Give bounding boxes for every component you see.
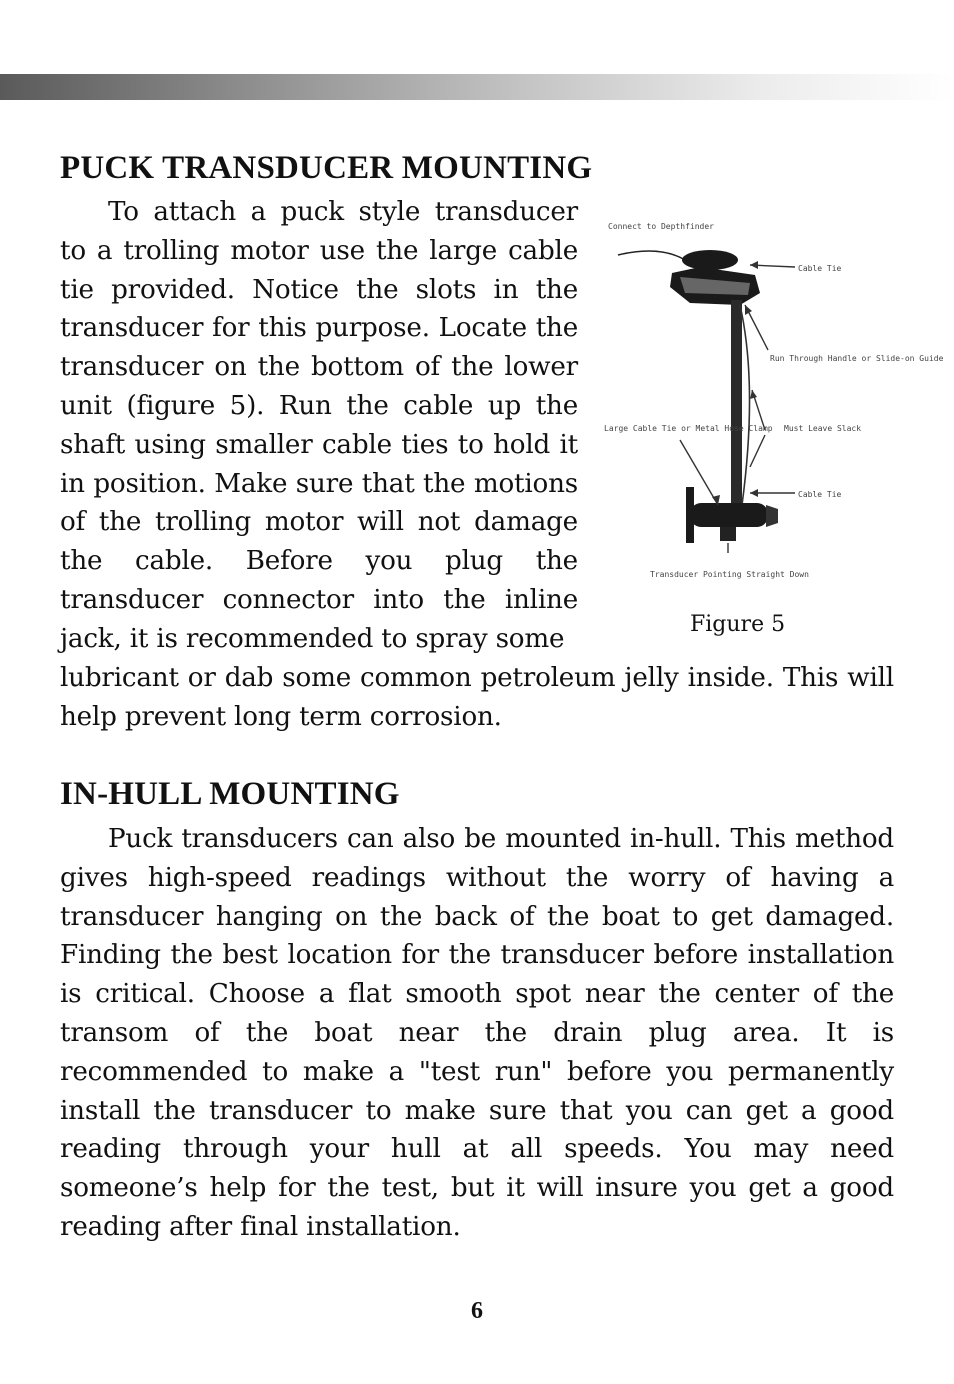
label-run-through: Run Through Handle or Slide-on Guide (770, 354, 944, 363)
section-title-puck-transducer-mounting: PUCK TRANSDUCER MOUNTING (60, 150, 593, 186)
label-large-tie: Large Cable Tie or Metal Hose Clamp (604, 424, 773, 433)
puck-mounting-paragraph-continued: lubricant or dab some common petroleum jelly inside. This will help prevent long term corrosion. (60, 663, 894, 732)
label-cable-tie-bottom: Cable Tie (798, 490, 842, 499)
section-title-in-hull-mounting: IN-HULL MOUNTING (60, 776, 400, 812)
label-pointing: Transducer Pointing Straight Down (650, 570, 809, 579)
in-hull-mounting-paragraph (60, 820, 894, 1247)
header-gradient-bar (0, 74, 954, 100)
label-connect: Connect to Depthfinder (608, 222, 714, 231)
puck-mounting-paragraph (60, 193, 578, 659)
page-number: 6 (471, 1298, 483, 1324)
label-must-leave-slack: Must Leave Slack (784, 424, 862, 433)
in-hull-mounting-text: Puck transducers can also be mounted in-hull. This method gives high-speed readings without the worry of having a transducer hanging on the back of the boat to get damaged. Finding the best location for the transducer before installation is critical. Choose a flat smooth spot near the center of the transom of the boat near the drain plug area. It is recommended to make a "test run" before you permanently install the transducer to make sure that you can get a good reading through your hull at all speeds. You may need someone’s help for the test, but it will insure you get a good reading after final installation. (60, 824, 894, 1242)
figure-caption: Figure 5 (690, 612, 786, 637)
trolling-motor-figure (590, 205, 944, 605)
puck-mounting-text: To attach a puck style transducer to a trolling motor use the large cable tie provided. Notice the slots in the transducer for this purpose. Locate the transducer on the bottom of the lower unit (figure 5). Run the cable up the shaft using smaller cable ties to hold it in position. Make sure that the motions of the trolling motor will not damage the cable. Before you plug the transducer connector into the inline jack, it is recommended to spray some (60, 197, 578, 654)
trolling-motor-diagram (590, 205, 944, 605)
label-cable-tie-top: Cable Tie (798, 264, 842, 273)
